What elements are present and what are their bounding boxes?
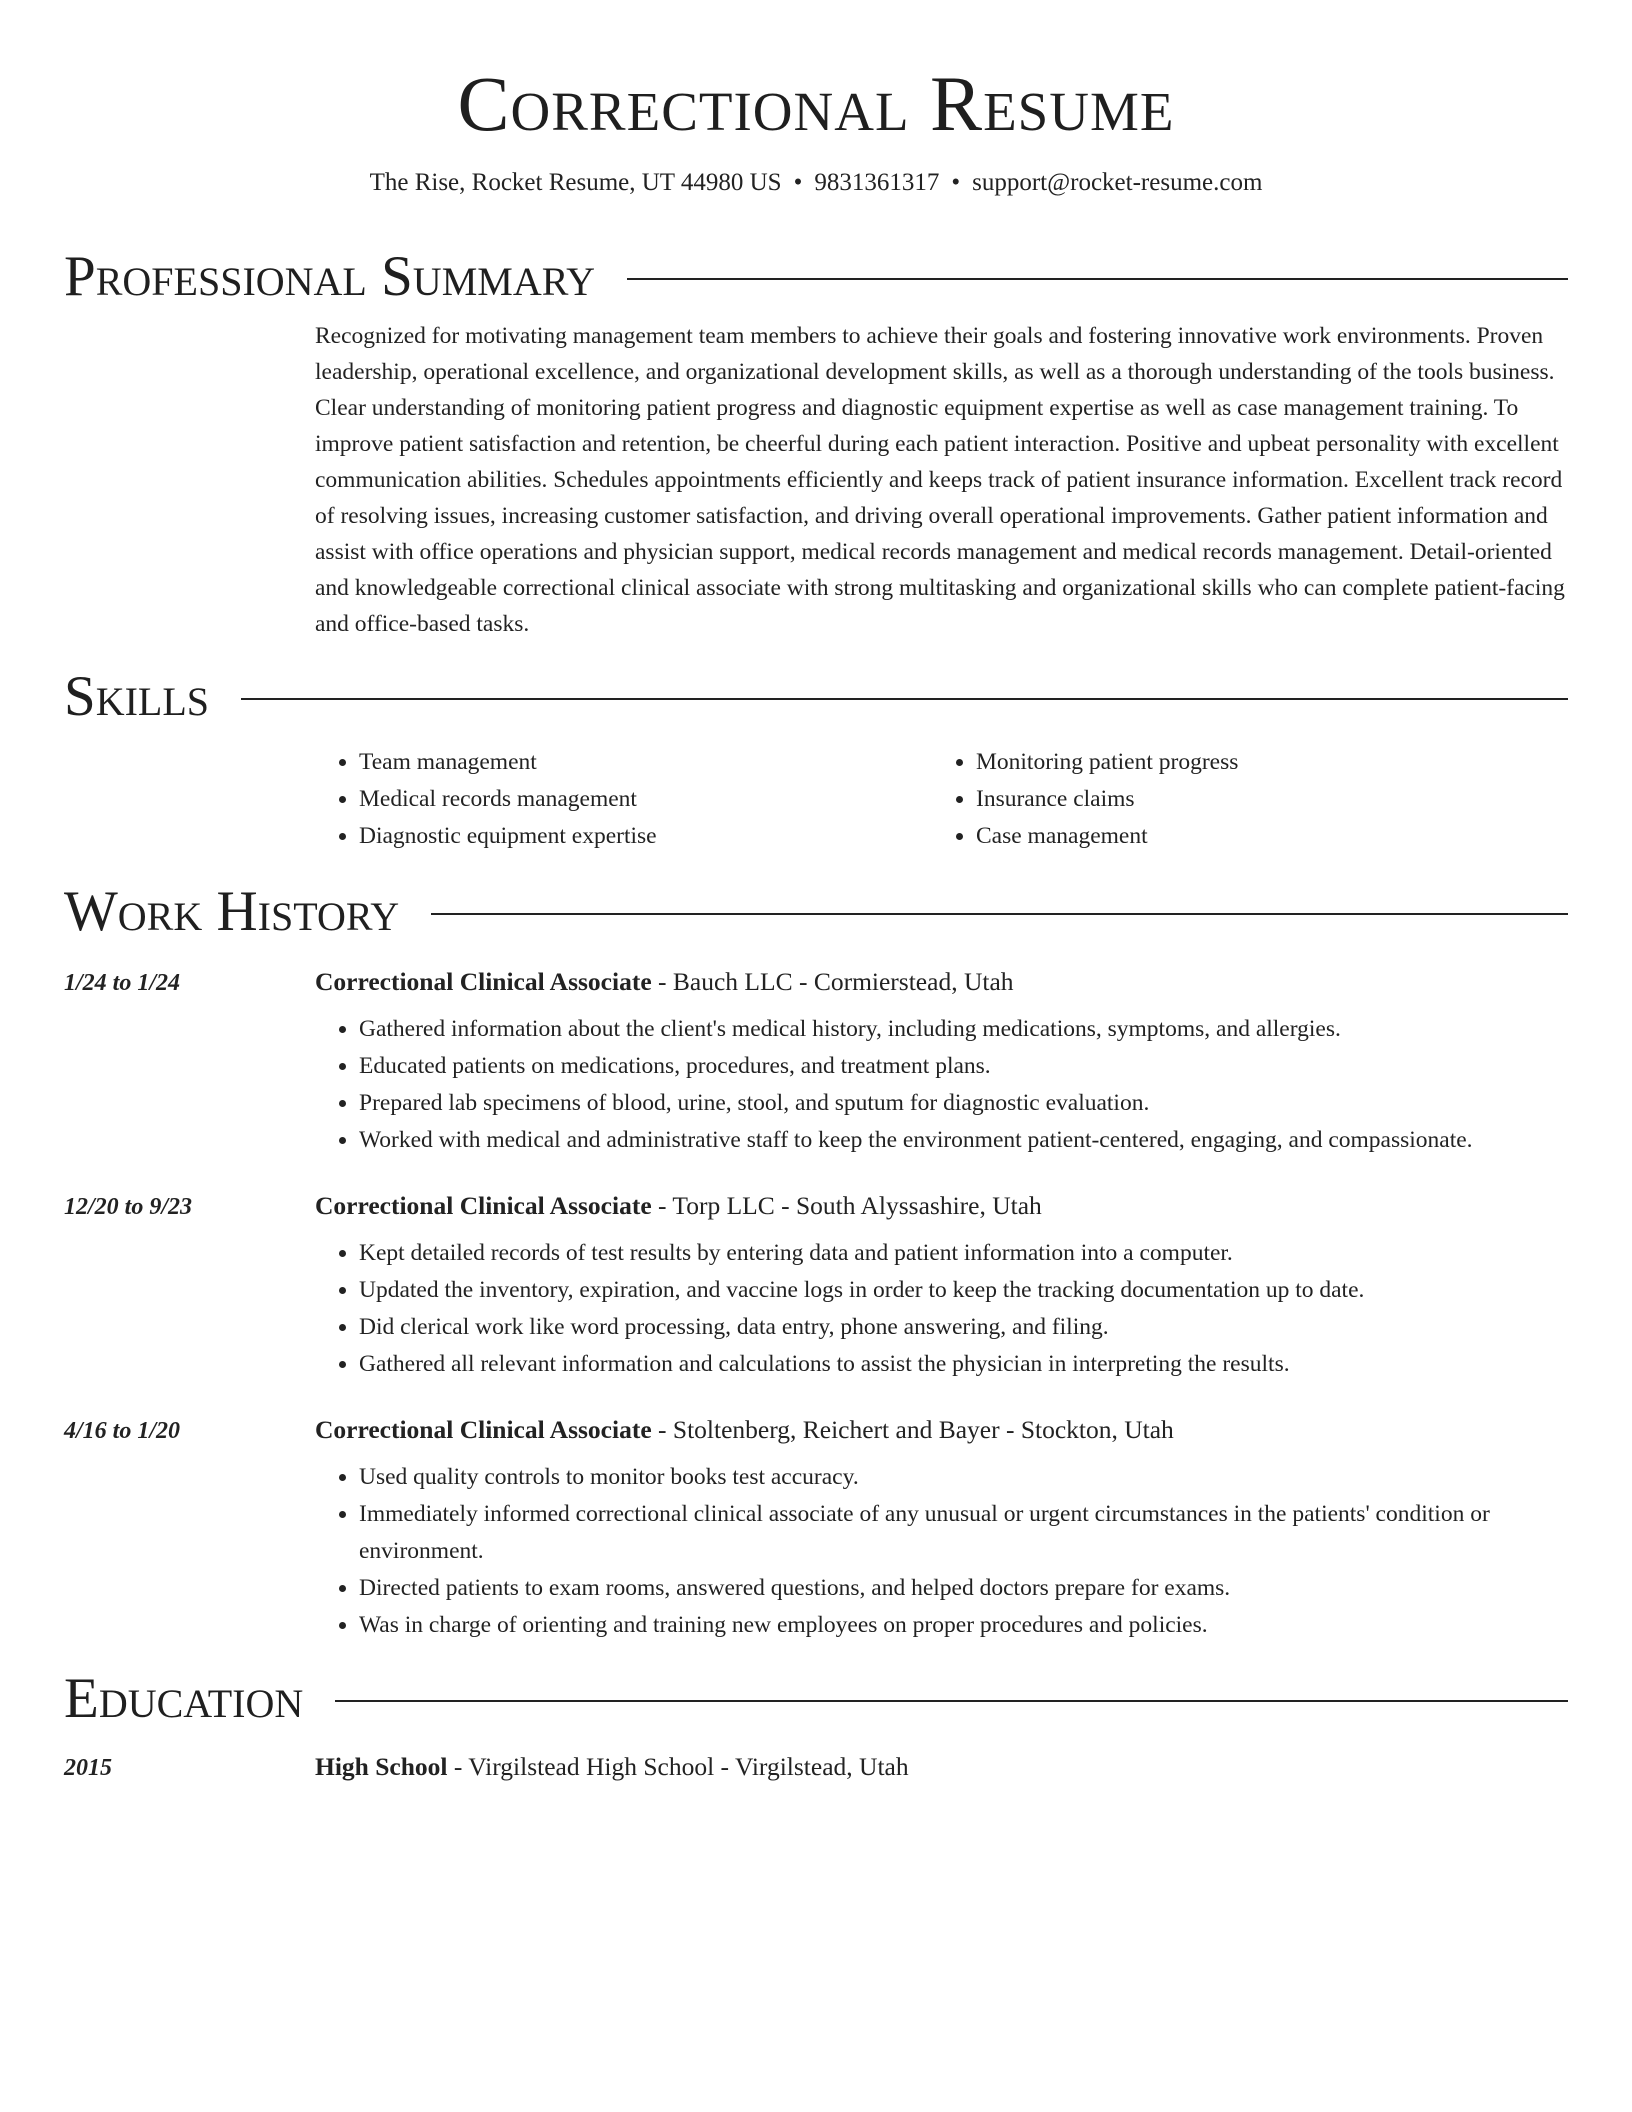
work-heading: Work History <box>64 880 400 943</box>
contact-line <box>64 166 1568 200</box>
education-section-header <box>64 1666 1568 1732</box>
skills-column-left <box>315 744 932 855</box>
job-bullet: • Directed patients to exam rooms, answered questions, and helped doctors prepare for exams. <box>359 1570 1568 1607</box>
skill-item: • Diagnostic equipment expertise <box>359 818 932 855</box>
job-dates: 1/24 to 1/24 <box>64 970 181 996</box>
job-employer: - Stoltenberg, Reichert and Bayer - Stockton, Utah <box>651 1415 1174 1444</box>
skill-item: • Insurance claims <box>976 781 1238 818</box>
section-divider <box>335 1700 1568 1702</box>
skills-list <box>315 744 1568 855</box>
skill-item: • Team management <box>359 744 932 781</box>
job-entry <box>64 1191 1568 1383</box>
education-degree: High School <box>315 1752 448 1781</box>
education-heading: Education <box>64 1667 304 1730</box>
job-title: Correctional Clinical Associate <box>315 1191 652 1220</box>
summary-text: Recognized for motivating management team members to achieve their goals and fostering innovative work environments. Proven leadership, operational excellence, and organizational development skills, as well as a thorough understanding of the tools business. Clear understanding of monitoring patient progress and diagnostic equipment expertise as well as case management training. To improve patient satisfaction and retention, be cheerful during each patient interaction. Positive and upbeat personality with excellent communication abilities. Schedules appointments efficiently and keeps track of patient insurance information. Excellent track record of resolving issues, increasing customer satisfaction, and driving overall operational improvements. Gather patient information and assist with office operations and physician support, medical records management and medical records management. Detail-oriented and knowledgeable correctional clinical associate with strong multitasking and organizational skills who can complete patient-facing and office-based tasks. <box>315 323 1565 637</box>
job-bullet: • Did clerical work like word processing, data entry, phone answering, and filing. <box>359 1309 1568 1346</box>
section-divider <box>431 913 1568 915</box>
job-bullet: • Immediately informed correctional clinical associate of any unusual or urgent circumstances in the patients' condition or environment. <box>359 1496 1568 1570</box>
contact-email: support@rocket-resume.com <box>972 169 1263 196</box>
job-bullet: • Was in charge of orienting and training new employees on proper procedures and policies. <box>359 1607 1568 1644</box>
job-bullet: • Updated the inventory, expiration, and vaccine logs in order to keep the tracking documentation up to date. <box>359 1272 1568 1309</box>
job-title: Correctional Clinical Associate <box>315 1415 652 1444</box>
skills-section-header <box>64 664 1568 730</box>
summary-section-header <box>64 244 1568 310</box>
job-employer: - Bauch LLC - Cormierstead, Utah <box>651 967 1014 996</box>
job-header <box>64 967 1568 997</box>
job-title-line <box>315 1191 1042 1221</box>
skill-item: • Medical records management <box>359 781 932 818</box>
contact-separator: • <box>951 169 961 196</box>
job-bullets <box>315 1011 1568 1159</box>
job-bullet: • Worked with medical and administrative staff to keep the environment patient-centered, engaging, and compassionate. <box>359 1122 1568 1159</box>
job-bullet: • Educated patients on medications, procedures, and treatment plans. <box>359 1048 1568 1085</box>
skill-item: • Monitoring patient progress <box>976 744 1238 781</box>
skills-heading: Skills <box>64 665 210 728</box>
work-section-header <box>64 879 1568 945</box>
job-entry <box>64 967 1568 1159</box>
job-bullet: • Prepared lab specimens of blood, urine, stool, and sputum for diagnostic evaluation. <box>359 1085 1568 1122</box>
section-divider <box>241 698 1568 700</box>
job-dates: 4/16 to 1/20 <box>64 1418 181 1444</box>
education-line <box>315 1752 909 1782</box>
job-entry <box>64 1415 1568 1644</box>
job-header <box>64 1415 1568 1445</box>
job-bullet: • Used quality controls to monitor books test accuracy. <box>359 1459 1568 1496</box>
skills-column-right <box>932 744 1238 855</box>
education-year: 2015 <box>64 1755 112 1781</box>
job-bullets <box>315 1459 1568 1644</box>
contact-phone: 9831361317 <box>814 169 940 196</box>
job-dates: 12/20 to 9/23 <box>64 1194 193 1220</box>
job-bullet: • Gathered all relevant information and calculations to assist the physician in interpreting the results. <box>359 1346 1568 1383</box>
resume-name: Correctional Resume <box>457 60 1175 147</box>
job-title-line <box>315 1415 1174 1445</box>
job-employer: - Torp LLC - South Alyssashire, Utah <box>651 1191 1042 1220</box>
job-header <box>64 1191 1568 1221</box>
education-school: - Virgilstead High School - Virgilstead, Utah <box>447 1752 909 1781</box>
job-bullets <box>315 1235 1568 1383</box>
education-entry <box>64 1752 1568 1782</box>
job-title-line <box>315 967 1014 997</box>
job-bullet: • Gathered information about the client's medical history, including medications, symptoms, and allergies. <box>359 1011 1568 1048</box>
summary-heading: Professional Summary <box>64 245 596 308</box>
section-divider <box>627 278 1568 280</box>
contact-separator: • <box>793 169 803 196</box>
contact-address: The Rise, Rocket Resume, UT 44980 US <box>369 169 782 196</box>
skill-item: • Case management <box>976 818 1238 855</box>
job-title: Correctional Clinical Associate <box>315 967 652 996</box>
job-bullet: • Kept detailed records of test results by entering data and patient information into a computer. <box>359 1235 1568 1272</box>
